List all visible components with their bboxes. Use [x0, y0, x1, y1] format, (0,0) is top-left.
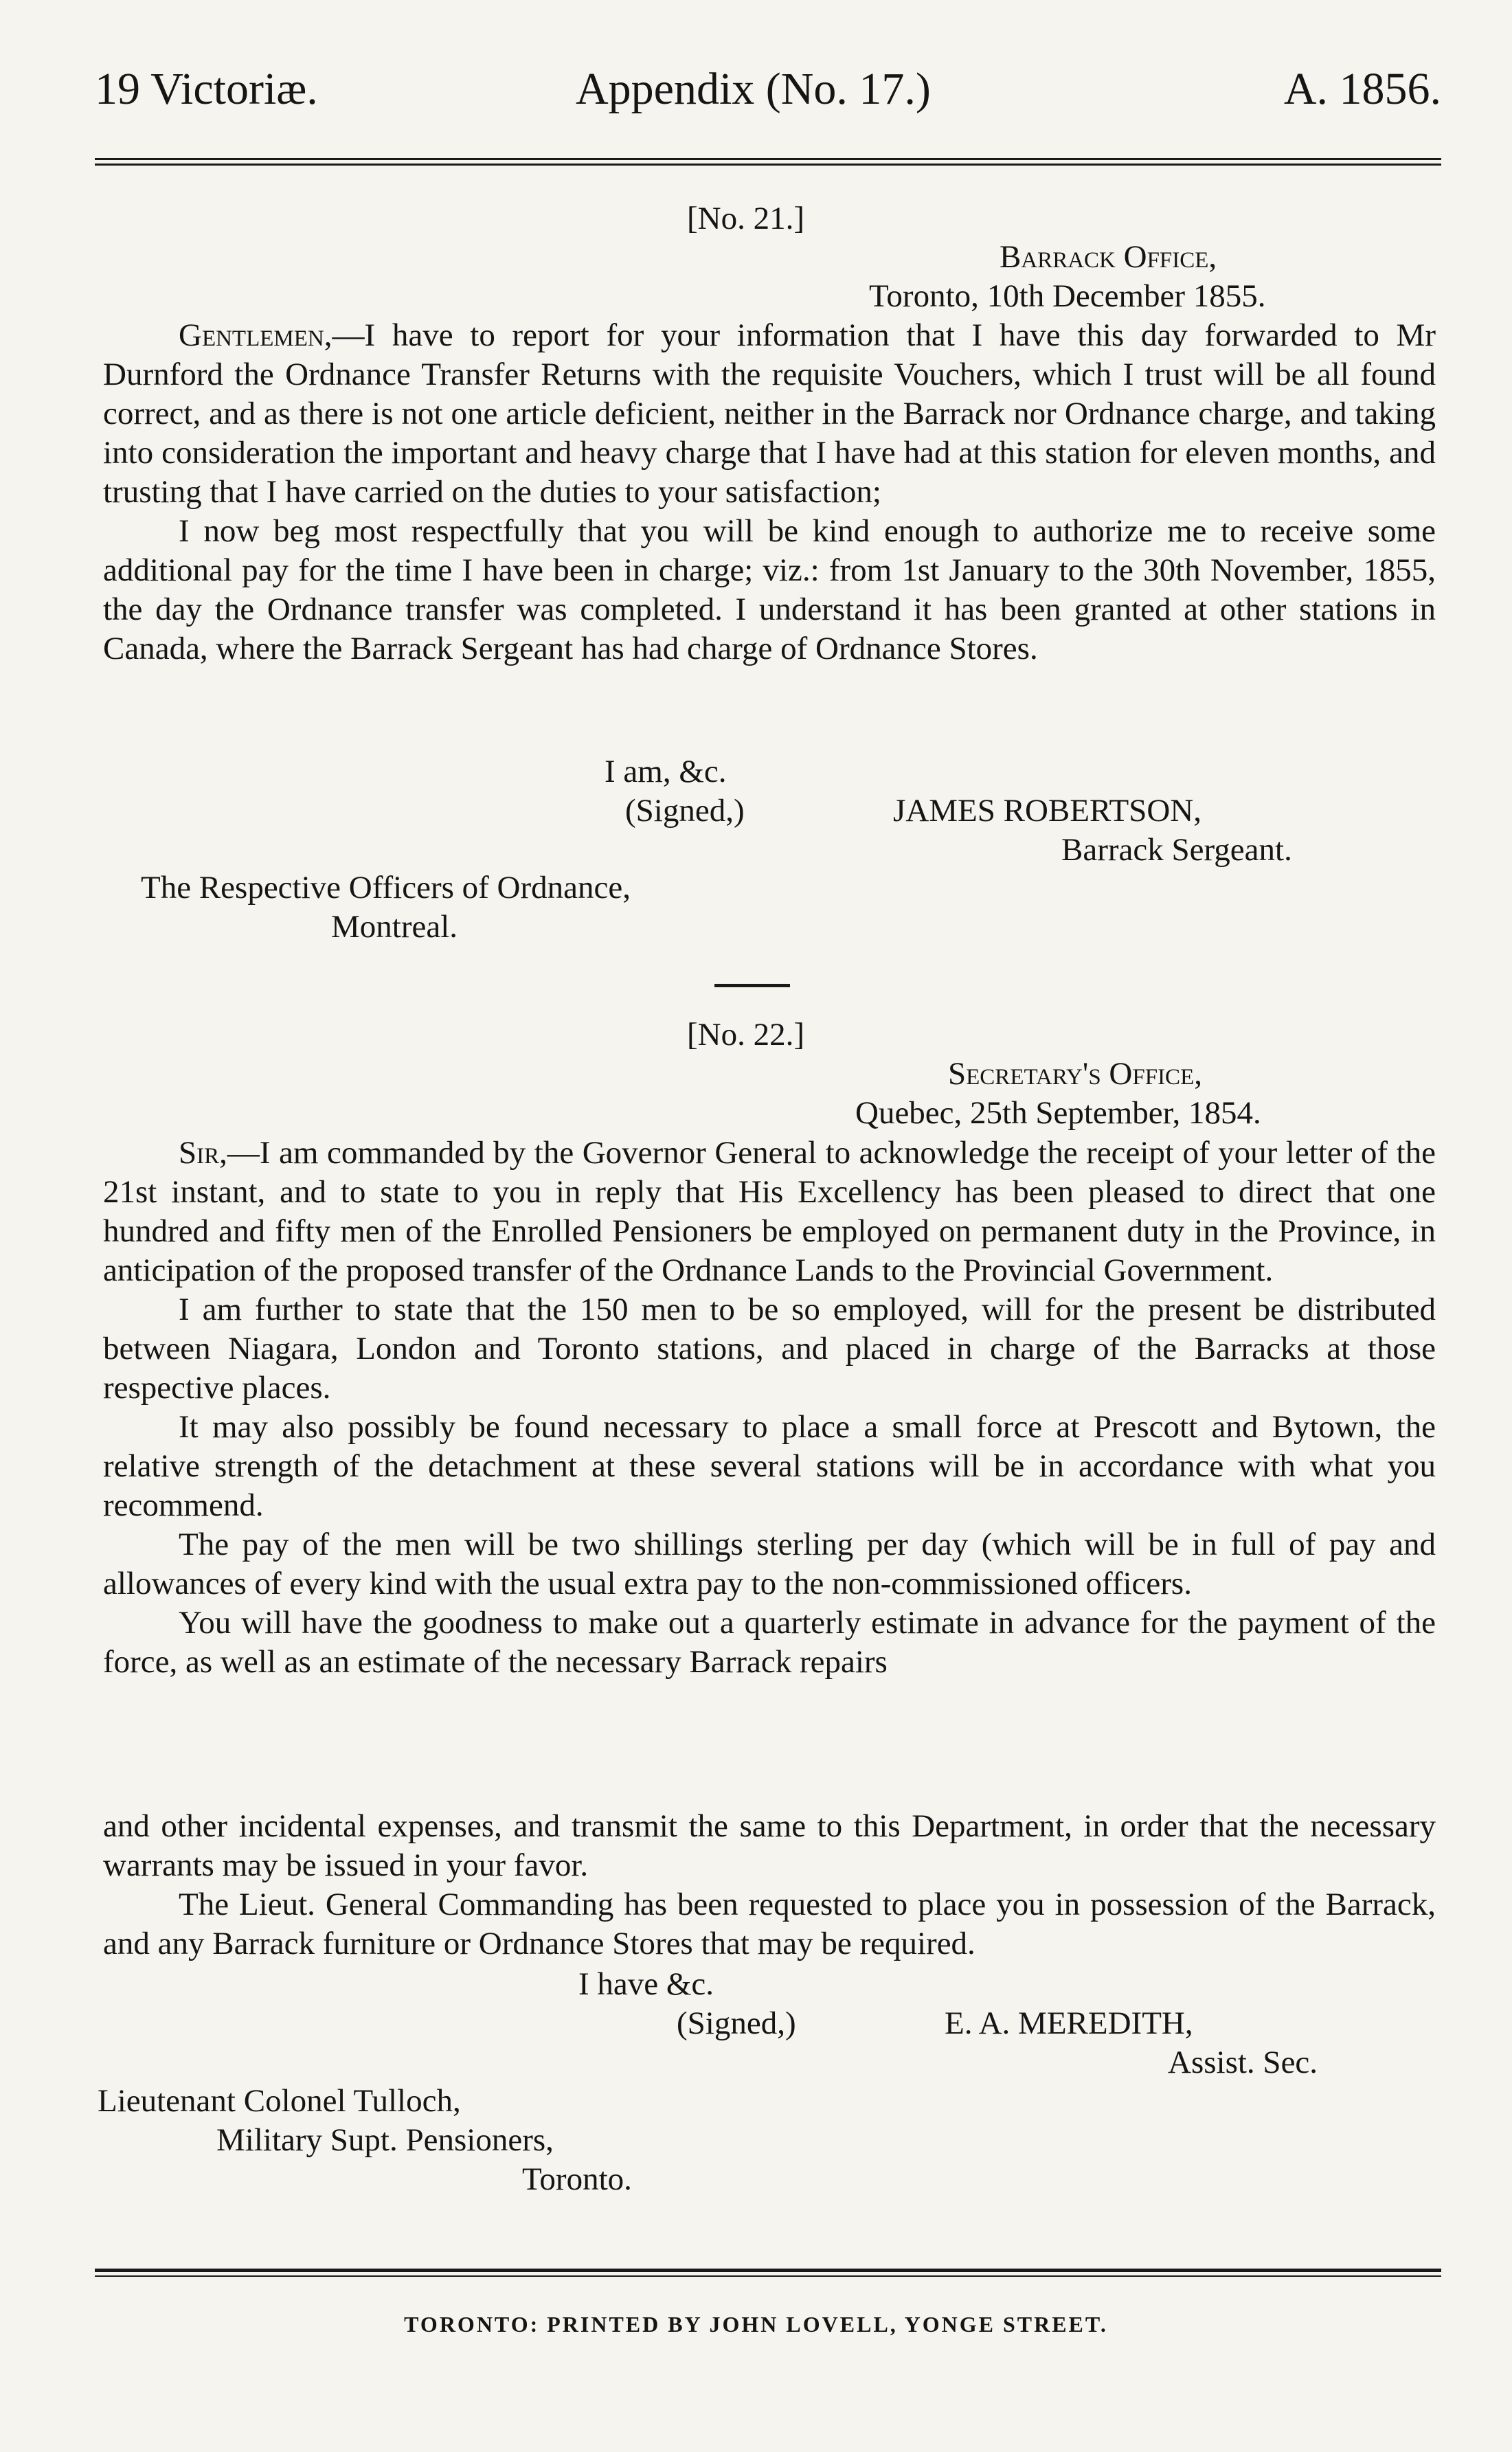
letter-22-paragraph-3: It may also possibly be found necessary to place a small force at Prescott and Bytown, the relative strength of the detachment at these several stations will be in accordance with what you recommend.	[103, 1409, 1436, 1523]
letter-21-salutation: Gentlemen,	[179, 317, 332, 353]
letter-22-closing: I have &c.	[578, 1966, 714, 2002]
letter-21-paragraph-1: Gentlemen,—I have to report for your information that I have this day forwarded to Mr Durnford the Ordnance Transfer Returns with the requisite Vouchers, which I trust will be all found correct, and as there is not one article deficient, neither in the Barrack nor Ordnance charge, and taking into consideration the important and heavy charge that I have had at this station for eleven months, and trusting that I have carried on the duties to your satisfaction;	[103, 317, 1436, 510]
printer-imprint: TORONTO: PRINTED BY JOHN LOVELL, YONGE STREET.	[404, 2312, 1108, 2337]
page-header	[95, 63, 1441, 125]
header-year: A. 1856.	[1283, 64, 1441, 114]
letter-22-office: Secretary's Office,	[948, 1056, 1202, 1092]
letter-22-paragraph-4: The pay of the men will be two shillings sterling per day (which will be in full of pay and allowances of every kind with the usual extra pay to the non-commissioned officers.	[103, 1527, 1436, 1601]
letter-22-paragraph-1: Sir,—I am commanded by the Governor General to acknowledge the receipt of your letter of the 21st instant, and to state to you in reply that His Excellency has been pleased to direct that one hundred and fifty men of the Enrolled Pensioners be employed on permanent duty in the Province, in anticipation of the proposed transfer of the Ordnance Lands to the Provincial Government.	[103, 1135, 1436, 1288]
letter-22-paragraph-5a: You will have the goodness to make out a quarterly estimate in advance for the payment of the force, as well as an estimate of the necessary Barrack repairs	[103, 1605, 1436, 1680]
letter-22-addressee: Lieutenant Colonel Tulloch,	[98, 2083, 461, 2119]
letter-22-signed: (Signed,)	[677, 2005, 796, 2041]
header-session: 19 Victoriæ.	[95, 64, 318, 114]
header-appendix: Appendix (No. 17.)	[576, 64, 931, 114]
letter-21-signed: (Signed,)	[625, 793, 745, 829]
letter-21-paragraph-2: I now beg most respectfully that you will be kind enough to authorize me to receive some additional pay for the time I have been in charge; viz.: from 1st January to the 30th November, 1855, the day the Ordnance transfer was completed. I understand it has been granted at other stations in Canada, where the Barrack Sergeant has had charge of Ordnance Stores.	[103, 513, 1436, 666]
letter-22-paragraph-5b: and other incidental expenses, and transmit the same to this Department, in order that the necessary warrants may be issued in your favor.	[103, 1808, 1436, 1883]
letter-22-signer-title: Assist. Sec.	[1168, 2045, 1318, 2080]
letter-21-body	[103, 316, 1436, 668]
letter-22-salutation: Sir,	[179, 1135, 227, 1171]
letter-21-signer-title: Barrack Sergeant.	[1061, 832, 1292, 868]
letter-21-addressee-city: Montreal.	[331, 909, 458, 945]
letter-22-paragraph-2: I am further to state that the 150 men to be so employed, will for the present be distributed between Niagara, London and Toronto stations, and placed in charge of the Barracks at those respective places.	[103, 1292, 1436, 1406]
letter-22-addressee-city: Toronto.	[522, 2161, 632, 2197]
letter-22-signer: E. A. MEREDITH,	[945, 2005, 1193, 2041]
letter-22-addressee-title: Military Supt. Pensioners,	[216, 2122, 554, 2158]
letter-22-paragraph-6: The Lieut. General Commanding has been requested to place you in possession of the Barrack, and any Barrack furniture or Ordnance Stores that may be required.	[103, 1887, 1436, 1961]
letter-22-number: [No. 22.]	[687, 1017, 804, 1053]
letter-21-number: [No. 21.]	[687, 201, 804, 236]
letter-21-signer: JAMES ROBERTSON,	[893, 793, 1201, 829]
footer-rule-bottom	[95, 2275, 1441, 2277]
letter-21-office: Barrack Office,	[1000, 239, 1217, 275]
footer-rule-top	[95, 2269, 1441, 2272]
letter-21-closing: I am, &c.	[605, 754, 727, 789]
letter-21-place-date: Toronto, 10th December 1855.	[869, 278, 1266, 314]
letter-22-body-continued	[103, 1807, 1436, 1964]
section-divider	[714, 984, 790, 987]
letter-22-body	[103, 1134, 1436, 1682]
letter-21-addressee: The Respective Officers of Ordnance,	[141, 870, 631, 906]
header-rule-top	[95, 158, 1441, 160]
header-rule-bottom	[95, 164, 1441, 166]
letter-22-place-date: Quebec, 25th September, 1854.	[855, 1095, 1261, 1131]
